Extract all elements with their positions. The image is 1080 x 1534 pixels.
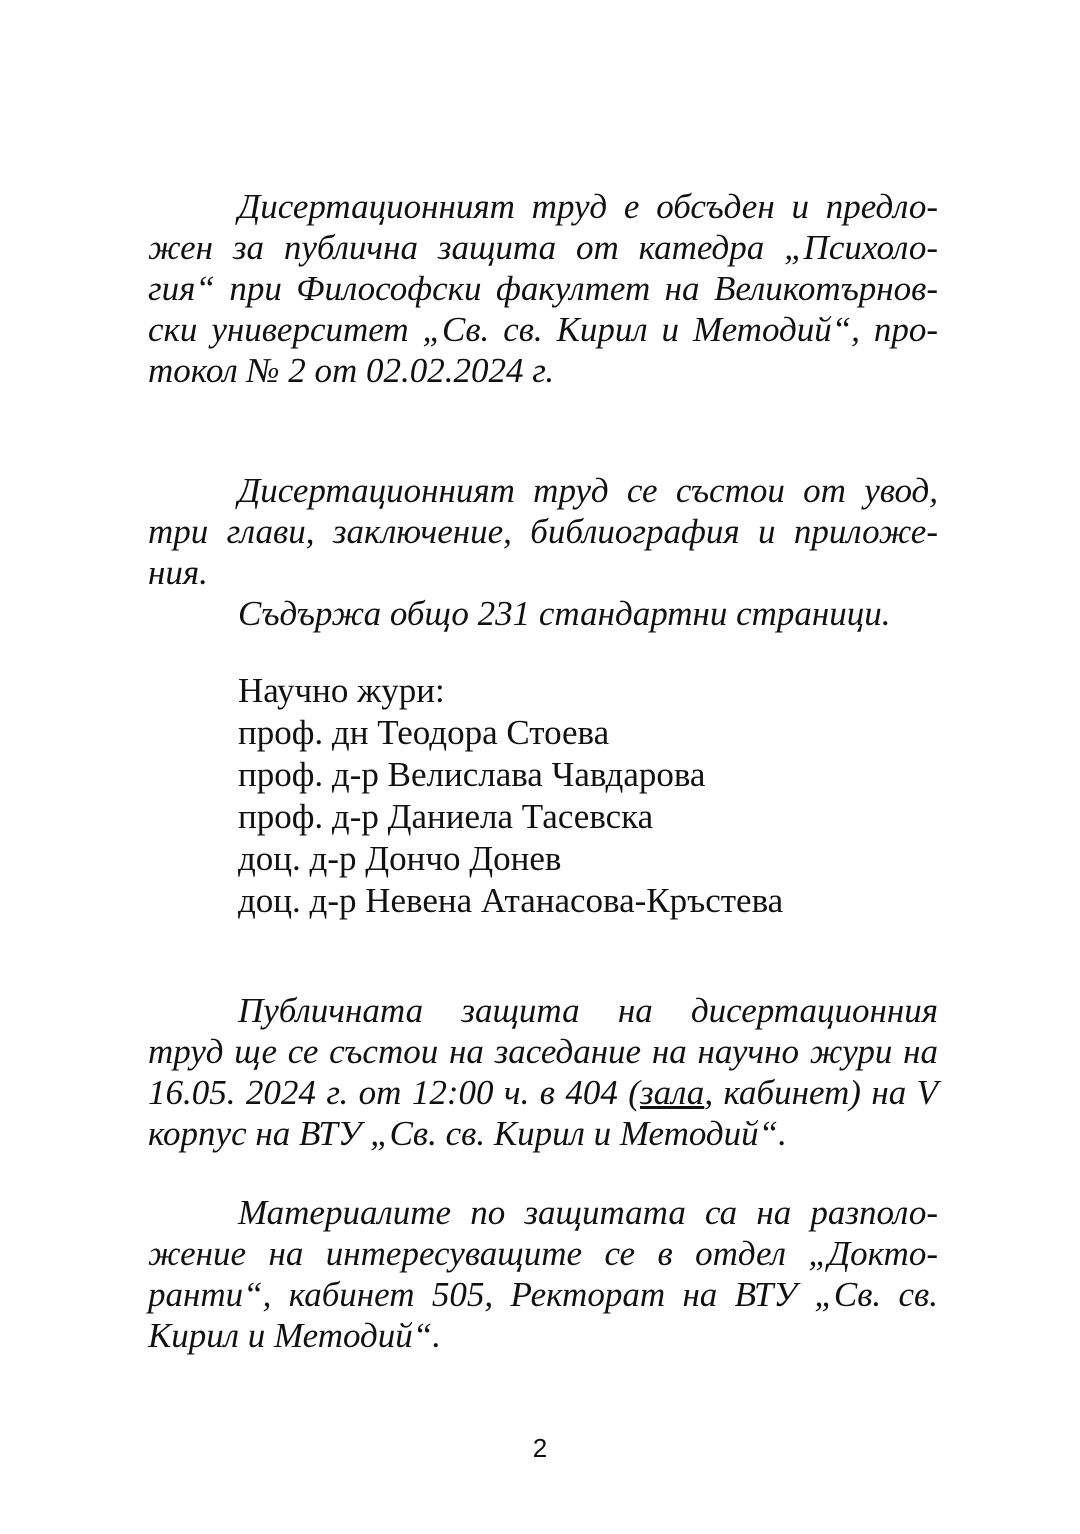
text-line: жение на интересуващите се в отдел „Докто- xyxy=(148,1234,938,1273)
paragraph-structure xyxy=(148,470,938,634)
text-line: труд ще се състои на заседание на научно жури на xyxy=(148,1032,938,1071)
text-line: Дисертационният труд е обсъден и предло- xyxy=(238,187,938,226)
text-line: ния. xyxy=(148,553,208,592)
jury-member: доц. д-р Дончо Донев xyxy=(238,839,562,878)
text-line: ранти“, кабинет 505, Ректорат на ВТУ „Св. св. xyxy=(148,1275,938,1314)
defense-date-text: 16.05. 2024 г. от 12:00 ч. в 404 ( xyxy=(148,1073,640,1112)
room-text: , кабинет) на V xyxy=(704,1073,939,1112)
text-line: Кирил и Методий“. xyxy=(148,1316,441,1355)
text-line: три глави, заключение, библиография и приложе- xyxy=(148,512,938,551)
hall-option-underlined: зала xyxy=(639,1073,705,1112)
jury-member: проф. дн Теодора Стоева xyxy=(238,713,610,752)
text-line: корпус на ВТУ „Св. св. Кирил и Методий“. xyxy=(148,1114,787,1153)
text-line xyxy=(148,1072,938,1113)
jury-list xyxy=(148,670,1028,922)
page-number: 2 xyxy=(532,1433,548,1463)
jury-member: проф. д-р Велислава Чавдарова xyxy=(238,755,706,794)
paragraph-public-defense xyxy=(148,990,938,1154)
jury-member: доц. д-р Невена Атанасова-Кръстева xyxy=(238,881,784,920)
page-count-line: Съдържа общо 231 стандартни страници. xyxy=(238,594,891,633)
jury-member: проф. д-р Даниела Тасевска xyxy=(238,797,654,836)
jury-heading: Научно жури: xyxy=(238,671,445,710)
text-line: Дисертационният труд се състои от увод, xyxy=(238,471,938,510)
text-line: жен за публична защита от катедра „Психоло- xyxy=(148,228,938,267)
paragraph-materials xyxy=(148,1192,938,1356)
text-line: Материалите по защитата са на разполо- xyxy=(238,1193,938,1232)
paragraph-approval xyxy=(148,186,938,391)
text-line: гия“ при Философски факултет на Великотърнов- xyxy=(148,269,938,308)
text-line: ски университет „Св. св. Кирил и Методий“, про- xyxy=(148,310,938,349)
text-line: токол № 2 от 02.02.2024 г. xyxy=(148,351,555,390)
text-line: Публичната защита на дисертационния xyxy=(238,991,938,1030)
